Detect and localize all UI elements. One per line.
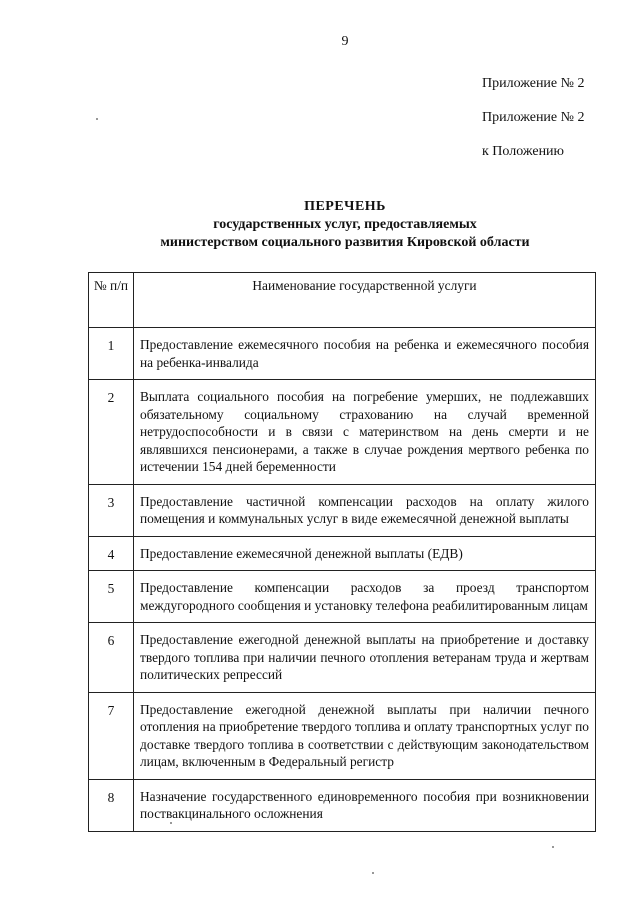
header-number: № п/п	[89, 273, 134, 328]
scan-speck	[552, 846, 554, 848]
row-number: 1	[89, 328, 134, 380]
table-row	[89, 484, 596, 536]
row-service-name: Выплата социального пособия на погребение умерших, не подлежавших обязательному социальному страхованию на случай временной нетрудоспособности и в связи с материнством на день смерти и не являвшихся пенсионерами, а также в случае рождения мертвого ребенка по истечении 154 дней беременности	[134, 380, 596, 485]
row-number: 4	[89, 536, 134, 571]
table-row	[89, 692, 596, 779]
scan-speck	[170, 822, 172, 824]
appendix-line-3: к Положению	[482, 144, 565, 159]
table-row	[89, 623, 596, 693]
table-row	[89, 779, 596, 831]
row-service-name: Предоставление ежегодной денежной выплаты при наличии печного отопления на приобретение твердого топлива и оплату транспортных услуг по доставке твердого топлива в соответствии с действующим законодательством лицам, включенным в Федеральный регистр	[134, 692, 596, 779]
scan-speck	[96, 118, 98, 120]
row-service-name: Предоставление ежемесячной денежной выплаты (ЕДВ)	[134, 536, 596, 571]
title-line-1: ПЕРЕЧЕНЬ	[304, 199, 386, 214]
row-number: 8	[89, 779, 134, 831]
table-header-row	[89, 273, 596, 328]
page-number: 9	[341, 34, 349, 49]
appendix-line-2: Приложение № 2	[482, 110, 585, 125]
appendix-line-1: Приложение № 2	[482, 76, 585, 91]
services-table	[88, 272, 596, 832]
row-number: 7	[89, 692, 134, 779]
row-service-name: Предоставление частичной компенсации расходов на оплату жилого помещения и коммунальных услуг в виде ежемесячной денежной выплаты	[134, 484, 596, 536]
row-service-name: Предоставление ежемесячного пособия на ребенка и ежемесячного пособия на ребенка-инвалида	[134, 328, 596, 380]
table-row	[89, 380, 596, 485]
title-line-3: министерством социального развития Кировской области	[160, 235, 530, 250]
table-row	[89, 571, 596, 623]
row-number: 6	[89, 623, 134, 693]
table-row	[89, 328, 596, 380]
row-service-name: Предоставление компенсации расходов за проезд транспортом междугородного сообщения и установку телефона реабилитированным лицам	[134, 571, 596, 623]
row-service-name: Предоставление ежегодной денежной выплаты на приобретение и доставку твердого топлива при наличии печного отопления ветеранам труда и жертвам политических репрессий	[134, 623, 596, 693]
row-number: 3	[89, 484, 134, 536]
title-line-2: государственных услуг, предоставляемых	[213, 217, 477, 232]
row-number: 5	[89, 571, 134, 623]
row-number: 2	[89, 380, 134, 485]
row-service-name: Назначение государственного единовременного пособия при возникновении поствакцинального осложнения	[134, 779, 596, 831]
table-row	[89, 536, 596, 571]
header-service-name: Наименование государственной услуги	[134, 273, 596, 328]
document-title	[0, 198, 640, 252]
scan-speck	[372, 872, 374, 874]
